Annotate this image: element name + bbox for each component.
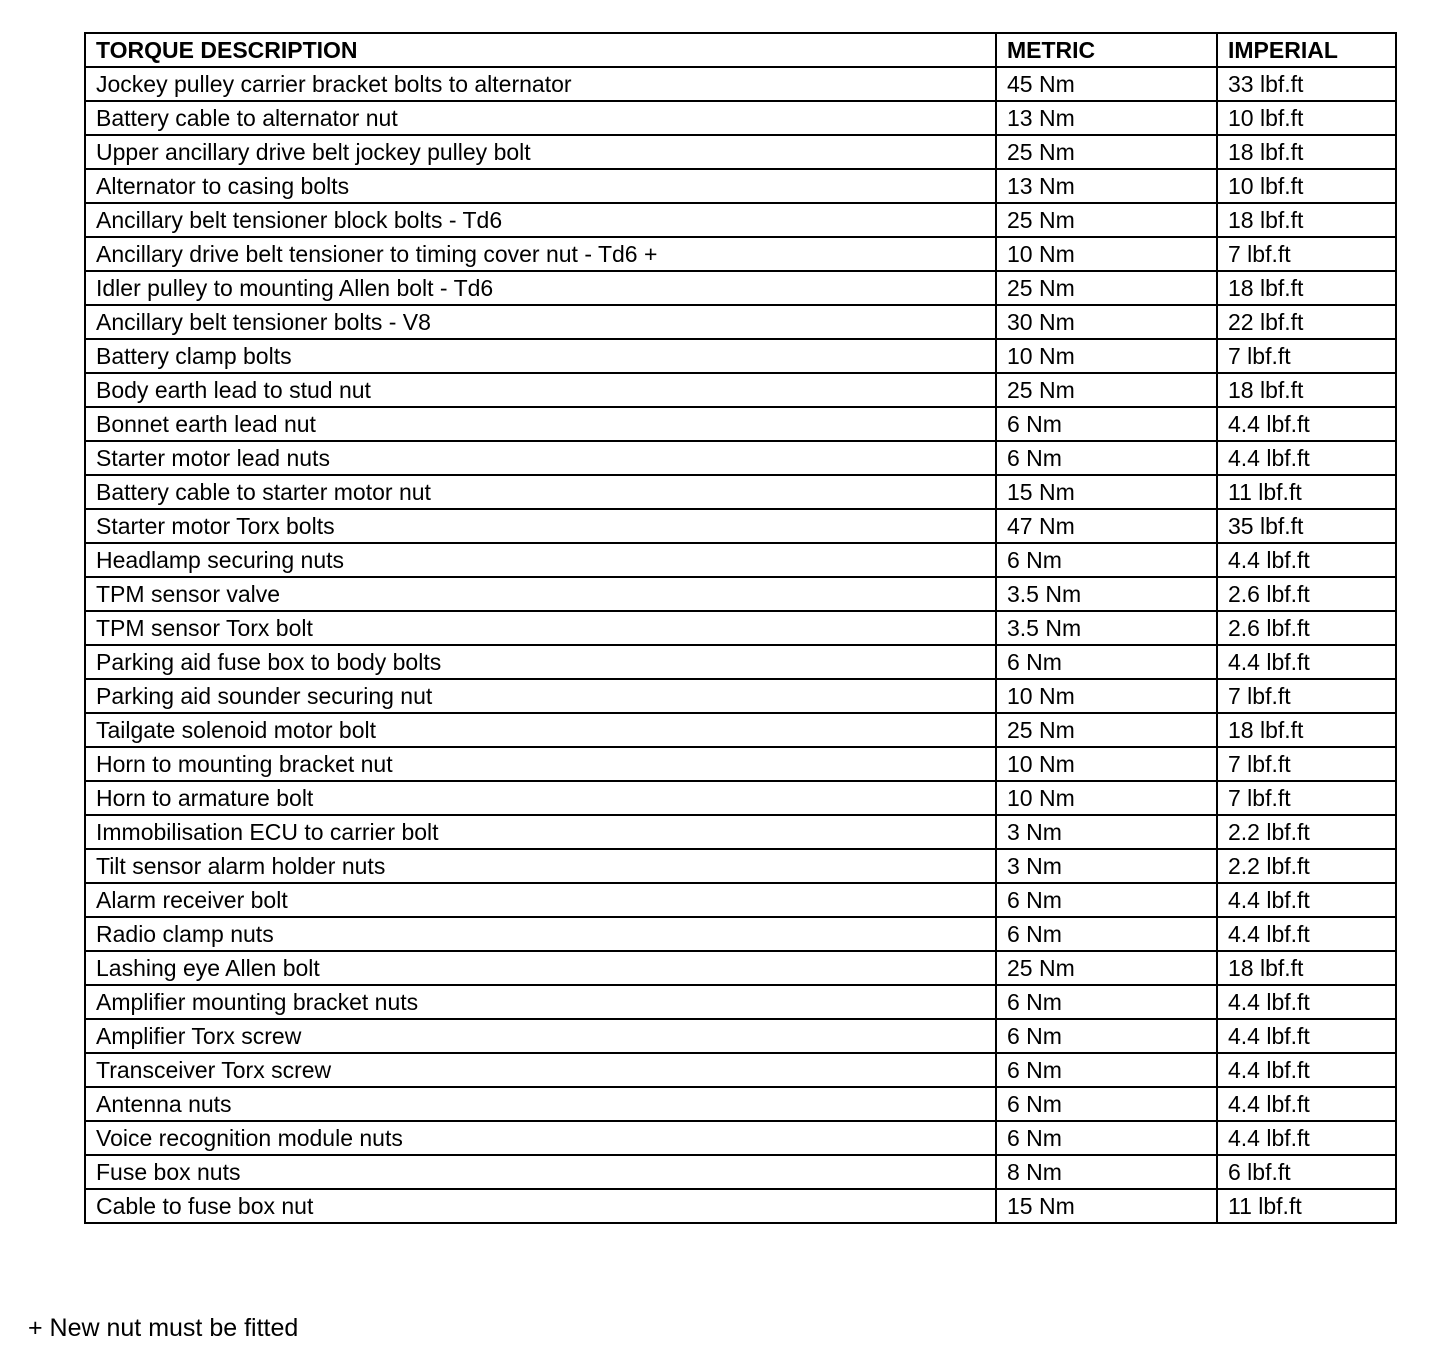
cell-imperial: 7 lbf.ft bbox=[1217, 781, 1396, 815]
table-row bbox=[85, 1121, 1396, 1155]
cell-metric: 10 Nm bbox=[996, 679, 1217, 713]
table-row bbox=[85, 849, 1396, 883]
cell-description: Starter motor lead nuts bbox=[85, 441, 996, 475]
cell-imperial: 18 lbf.ft bbox=[1217, 271, 1396, 305]
cell-imperial: 4.4 lbf.ft bbox=[1217, 441, 1396, 475]
cell-metric: 6 Nm bbox=[996, 1087, 1217, 1121]
cell-imperial: 4.4 lbf.ft bbox=[1217, 407, 1396, 441]
table-header bbox=[85, 33, 1396, 67]
header-row bbox=[85, 33, 1396, 67]
cell-metric: 6 Nm bbox=[996, 985, 1217, 1019]
cell-description: Jockey pulley carrier bracket bolts to alternator bbox=[85, 67, 996, 101]
cell-metric: 13 Nm bbox=[996, 169, 1217, 203]
cell-imperial: 10 lbf.ft bbox=[1217, 101, 1396, 135]
table-row bbox=[85, 271, 1396, 305]
cell-description: Ancillary drive belt tensioner to timing cover nut - Td6 + bbox=[85, 237, 996, 271]
cell-description: Tilt sensor alarm holder nuts bbox=[85, 849, 996, 883]
cell-description: Voice recognition module nuts bbox=[85, 1121, 996, 1155]
torque-specification-table bbox=[84, 32, 1397, 1224]
cell-metric: 13 Nm bbox=[996, 101, 1217, 135]
header-imperial: IMPERIAL bbox=[1217, 33, 1396, 67]
cell-description: Antenna nuts bbox=[85, 1087, 996, 1121]
cell-imperial: 10 lbf.ft bbox=[1217, 169, 1396, 203]
table-row bbox=[85, 1189, 1396, 1223]
cell-metric: 3.5 Nm bbox=[996, 611, 1217, 645]
cell-imperial: 18 lbf.ft bbox=[1217, 373, 1396, 407]
cell-description: Ancillary belt tensioner block bolts - Td6 bbox=[85, 203, 996, 237]
header-metric: METRIC bbox=[996, 33, 1217, 67]
header-torque-description: TORQUE DESCRIPTION bbox=[85, 33, 996, 67]
cell-imperial: 6 lbf.ft bbox=[1217, 1155, 1396, 1189]
cell-metric: 6 Nm bbox=[996, 1053, 1217, 1087]
footnote-new-nut: + New nut must be fitted bbox=[28, 1314, 299, 1342]
cell-description: Upper ancillary drive belt jockey pulley bolt bbox=[85, 135, 996, 169]
cell-description: TPM sensor valve bbox=[85, 577, 996, 611]
table-row bbox=[85, 985, 1396, 1019]
cell-description: Idler pulley to mounting Allen bolt - Td6 bbox=[85, 271, 996, 305]
cell-imperial: 22 lbf.ft bbox=[1217, 305, 1396, 339]
cell-description: Amplifier mounting bracket nuts bbox=[85, 985, 996, 1019]
table-row bbox=[85, 543, 1396, 577]
cell-metric: 15 Nm bbox=[996, 475, 1217, 509]
cell-metric: 47 Nm bbox=[996, 509, 1217, 543]
cell-imperial: 2.2 lbf.ft bbox=[1217, 815, 1396, 849]
cell-metric: 6 Nm bbox=[996, 407, 1217, 441]
table-row bbox=[85, 611, 1396, 645]
table-row bbox=[85, 169, 1396, 203]
cell-metric: 3.5 Nm bbox=[996, 577, 1217, 611]
cell-description: Radio clamp nuts bbox=[85, 917, 996, 951]
table-row bbox=[85, 577, 1396, 611]
cell-imperial: 7 lbf.ft bbox=[1217, 339, 1396, 373]
cell-metric: 6 Nm bbox=[996, 645, 1217, 679]
cell-metric: 25 Nm bbox=[996, 951, 1217, 985]
table-row bbox=[85, 883, 1396, 917]
cell-imperial: 7 lbf.ft bbox=[1217, 237, 1396, 271]
cell-imperial: 18 lbf.ft bbox=[1217, 713, 1396, 747]
table-row bbox=[85, 713, 1396, 747]
cell-description: Ancillary belt tensioner bolts - V8 bbox=[85, 305, 996, 339]
cell-description: Battery cable to alternator nut bbox=[85, 101, 996, 135]
cell-metric: 15 Nm bbox=[996, 1189, 1217, 1223]
cell-imperial: 4.4 lbf.ft bbox=[1217, 883, 1396, 917]
cell-description: Parking aid sounder securing nut bbox=[85, 679, 996, 713]
cell-imperial: 2.6 lbf.ft bbox=[1217, 611, 1396, 645]
cell-imperial: 4.4 lbf.ft bbox=[1217, 1053, 1396, 1087]
table-row bbox=[85, 339, 1396, 373]
cell-imperial: 2.2 lbf.ft bbox=[1217, 849, 1396, 883]
cell-metric: 25 Nm bbox=[996, 713, 1217, 747]
table-row bbox=[85, 815, 1396, 849]
cell-imperial: 7 lbf.ft bbox=[1217, 747, 1396, 781]
cell-metric: 6 Nm bbox=[996, 1019, 1217, 1053]
cell-metric: 3 Nm bbox=[996, 849, 1217, 883]
cell-metric: 25 Nm bbox=[996, 373, 1217, 407]
cell-imperial: 4.4 lbf.ft bbox=[1217, 1121, 1396, 1155]
table-row bbox=[85, 1053, 1396, 1087]
cell-description: Alternator to casing bolts bbox=[85, 169, 996, 203]
table-row bbox=[85, 135, 1396, 169]
cell-description: Horn to mounting bracket nut bbox=[85, 747, 996, 781]
table-row bbox=[85, 305, 1396, 339]
cell-metric: 6 Nm bbox=[996, 1121, 1217, 1155]
cell-metric: 25 Nm bbox=[996, 271, 1217, 305]
table-row bbox=[85, 951, 1396, 985]
cell-metric: 6 Nm bbox=[996, 917, 1217, 951]
cell-metric: 25 Nm bbox=[996, 135, 1217, 169]
cell-description: Body earth lead to stud nut bbox=[85, 373, 996, 407]
cell-metric: 25 Nm bbox=[996, 203, 1217, 237]
cell-imperial: 4.4 lbf.ft bbox=[1217, 917, 1396, 951]
cell-description: TPM sensor Torx bolt bbox=[85, 611, 996, 645]
cell-description: Parking aid fuse box to body bolts bbox=[85, 645, 996, 679]
cell-metric: 6 Nm bbox=[996, 883, 1217, 917]
cell-metric: 10 Nm bbox=[996, 781, 1217, 815]
cell-imperial: 11 lbf.ft bbox=[1217, 475, 1396, 509]
table-row bbox=[85, 373, 1396, 407]
cell-imperial: 33 lbf.ft bbox=[1217, 67, 1396, 101]
table-row bbox=[85, 781, 1396, 815]
table-row bbox=[85, 475, 1396, 509]
cell-description: Amplifier Torx screw bbox=[85, 1019, 996, 1053]
cell-imperial: 2.6 lbf.ft bbox=[1217, 577, 1396, 611]
cell-description: Starter motor Torx bolts bbox=[85, 509, 996, 543]
table-row bbox=[85, 203, 1396, 237]
table-row bbox=[85, 407, 1396, 441]
cell-description: Fuse box nuts bbox=[85, 1155, 996, 1189]
table-row bbox=[85, 237, 1396, 271]
cell-imperial: 4.4 lbf.ft bbox=[1217, 543, 1396, 577]
table-row bbox=[85, 747, 1396, 781]
cell-imperial: 4.4 lbf.ft bbox=[1217, 1019, 1396, 1053]
table-body bbox=[85, 67, 1396, 1223]
cell-imperial: 35 lbf.ft bbox=[1217, 509, 1396, 543]
cell-imperial: 4.4 lbf.ft bbox=[1217, 645, 1396, 679]
cell-imperial: 4.4 lbf.ft bbox=[1217, 1087, 1396, 1121]
cell-imperial: 4.4 lbf.ft bbox=[1217, 985, 1396, 1019]
table-row bbox=[85, 441, 1396, 475]
cell-description: Transceiver Torx screw bbox=[85, 1053, 996, 1087]
table-row bbox=[85, 1019, 1396, 1053]
cell-description: Cable to fuse box nut bbox=[85, 1189, 996, 1223]
cell-imperial: 11 lbf.ft bbox=[1217, 1189, 1396, 1223]
cell-description: Immobilisation ECU to carrier bolt bbox=[85, 815, 996, 849]
cell-imperial: 18 lbf.ft bbox=[1217, 951, 1396, 985]
table-row bbox=[85, 101, 1396, 135]
cell-metric: 6 Nm bbox=[996, 441, 1217, 475]
cell-metric: 45 Nm bbox=[996, 67, 1217, 101]
cell-description: Horn to armature bolt bbox=[85, 781, 996, 815]
table-row bbox=[85, 1087, 1396, 1121]
cell-description: Alarm receiver bolt bbox=[85, 883, 996, 917]
cell-metric: 10 Nm bbox=[996, 339, 1217, 373]
cell-imperial: 18 lbf.ft bbox=[1217, 135, 1396, 169]
cell-metric: 10 Nm bbox=[996, 747, 1217, 781]
cell-imperial: 18 lbf.ft bbox=[1217, 203, 1396, 237]
cell-metric: 10 Nm bbox=[996, 237, 1217, 271]
cell-metric: 6 Nm bbox=[996, 543, 1217, 577]
cell-description: Lashing eye Allen bolt bbox=[85, 951, 996, 985]
cell-description: Tailgate solenoid motor bolt bbox=[85, 713, 996, 747]
table-row bbox=[85, 645, 1396, 679]
cell-description: Battery clamp bolts bbox=[85, 339, 996, 373]
cell-metric: 30 Nm bbox=[996, 305, 1217, 339]
cell-metric: 8 Nm bbox=[996, 1155, 1217, 1189]
table-row bbox=[85, 67, 1396, 101]
table-row bbox=[85, 917, 1396, 951]
cell-description: Battery cable to starter motor nut bbox=[85, 475, 996, 509]
cell-metric: 3 Nm bbox=[996, 815, 1217, 849]
table-row bbox=[85, 509, 1396, 543]
cell-description: Headlamp securing nuts bbox=[85, 543, 996, 577]
cell-imperial: 7 lbf.ft bbox=[1217, 679, 1396, 713]
cell-description: Bonnet earth lead nut bbox=[85, 407, 996, 441]
table-row bbox=[85, 1155, 1396, 1189]
table-row bbox=[85, 679, 1396, 713]
